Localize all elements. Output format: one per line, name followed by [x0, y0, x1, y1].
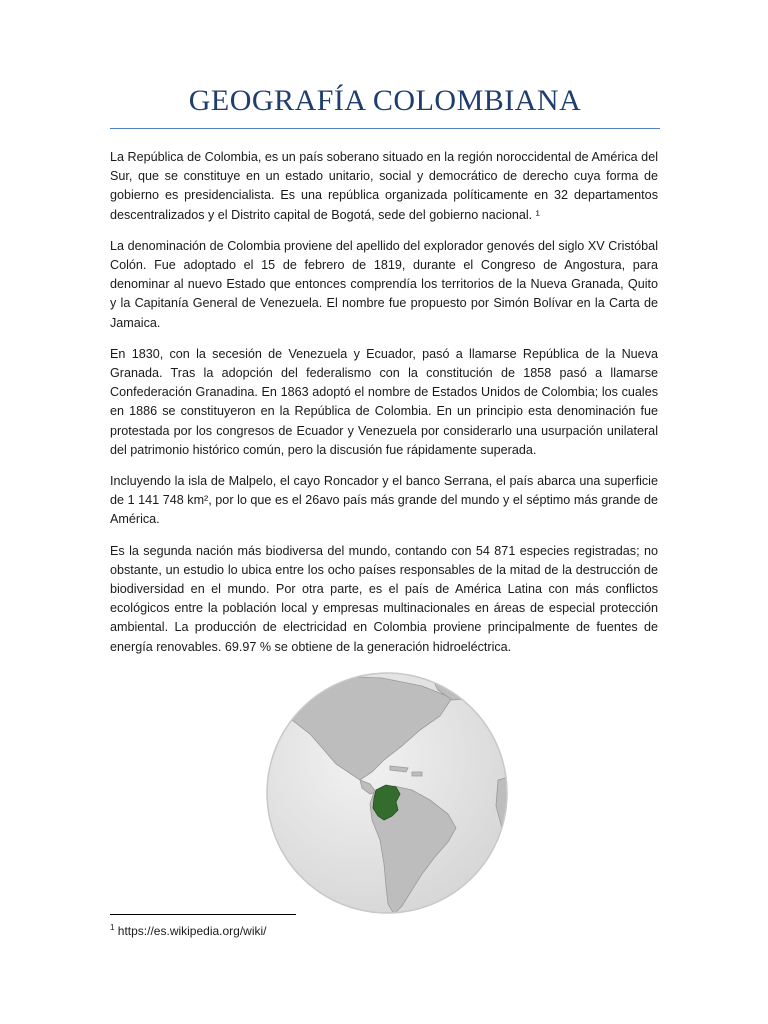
- page-title: GEOGRAFÍA COLOMBIANA: [188, 84, 582, 117]
- body-text: [110, 148, 658, 669]
- footnote-marker: 1: [110, 923, 115, 932]
- footnote-link[interactable]: https://es.wikipedia.org/wiki/: [114, 924, 267, 938]
- globe-map-figure: [262, 668, 512, 918]
- globe-map-icon: [262, 668, 512, 918]
- caribbean-island-2: [412, 772, 422, 776]
- paragraph-name-origin: La denominación de Colombia proviene del apellido del explorador genovés del siglo XV Cristóbal Colón. Fue adoptado el 15 de febrero de 1819, durante el Congreso de Angostura, para denominar al nuevo Estado que entonces comprendía los territorios de la Nueva Granada, Quito y la Capitanía General de Venezuela. El nombre fue propuesto por Simón Bolívar en la Carta de Jamaica.: [110, 238, 658, 330]
- paragraph-biodiversity: Es la segunda nación más biodiversa del mundo, contando con 54 871 especies registradas; no obstante, un estudio lo ubica entre los ocho países responsables de la mitad de la destrucción de biodiversidad en el mundo. Por otra parte, es el país de América Latina con más conflictos ecológicos entre la población local y empresas multinacionales en áreas de especial protección ambiental. La producción de electricidad en Colombia proviene principalmente de fuentes de energía renovables. 69.97 % se obtiene de la generación hidroeléctrica.: [110, 543, 658, 654]
- title-underline: [110, 128, 660, 129]
- paragraph-territory: Incluyendo la isla de Malpelo, el cayo Roncador y el banco Serrana, el país abarca una superficie de 1 141 748 km², por lo que es el 26avo país más grande del mundo y el séptimo más grande de América.: [110, 474, 658, 527]
- paragraph-intro: La República de Colombia, es un país soberano situado en la región noroccidental de América del Sur, que se constituye en un estado unitario, social y democrático de derecho cuya forma de gobierno es presidencialista. Es una república organizada políticamente en 32 departamentos descentralizados y el Distrito capital de Bogotá, sede del gobierno nacional. ¹: [110, 150, 658, 222]
- footnote-separator: [110, 914, 296, 915]
- footnote: [110, 920, 267, 939]
- paragraph-history: En 1830, con la secesión de Venezuela y Ecuador, pasó a llamarse República de la Nueva Granada. Tras la adopción del federalismo con la constitución de 1858 pasó a llamarse Confederación Granadina. En 1863 adoptó el nombre de Estados Unidos de Colombia; los cuales en 1886 se constituyeron en la República de Colombia. En un principio esta denominación fue protestada por los congresos de Ecuador y Venezuela por considerarlo una usurpación unilateral del patrimonio histórico común, pero la discusión fue rápidamente superada.: [110, 346, 658, 457]
